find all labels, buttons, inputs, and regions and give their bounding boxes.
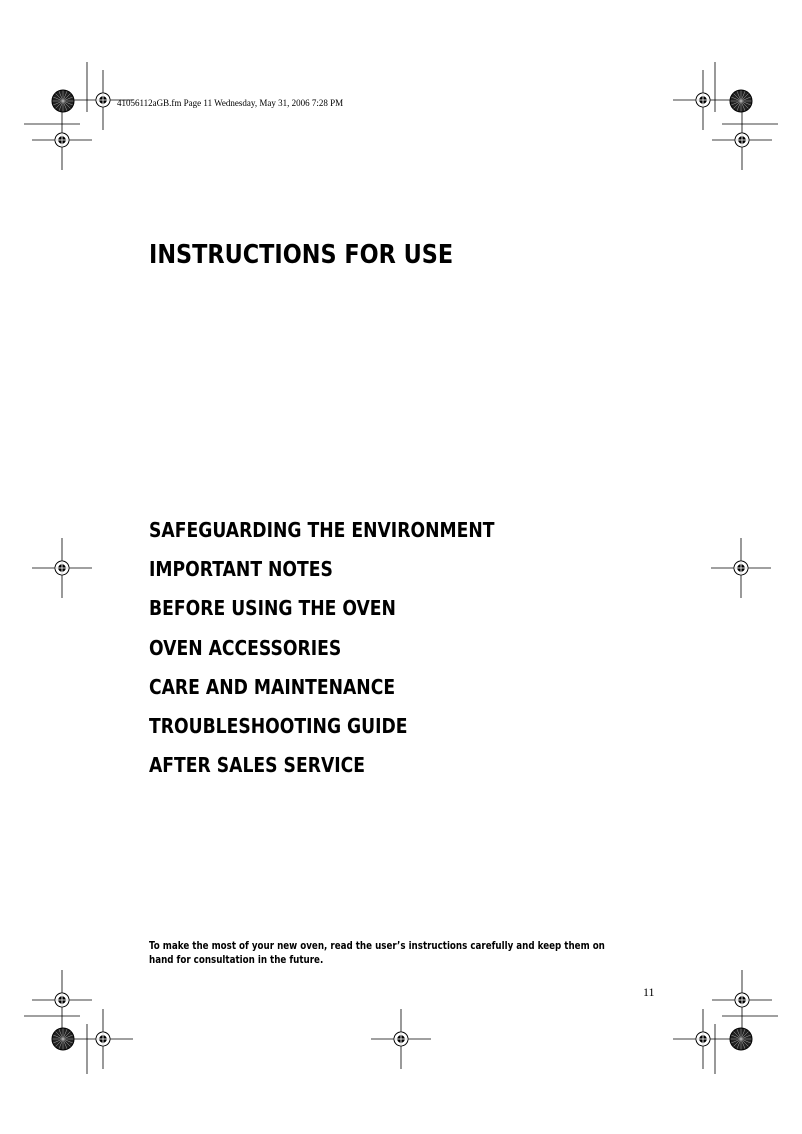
registration-target-icon [371, 1009, 431, 1069]
toc-item-oven-accessories: OVEN ACCESSORIES [149, 635, 342, 660]
page-number: 11 [643, 985, 655, 999]
registration-target-icon [32, 110, 92, 170]
registration-target-icon [673, 70, 733, 130]
registration-target-icon [32, 538, 92, 598]
table-of-contents [149, 515, 551, 789]
page-title: INSTRUCTIONS FOR USE [149, 240, 454, 270]
registration-target-icon [712, 970, 772, 1030]
toc-item-before-using-oven: BEFORE USING THE OVEN [149, 596, 396, 621]
print-color-wheel-icon [730, 1028, 752, 1050]
toc-item-safeguarding-environment: SAFEGUARDING THE ENVIRONMENT [149, 518, 495, 542]
registration-target-icon [73, 1009, 133, 1069]
registration-target-icon [673, 1009, 733, 1069]
print-color-wheel-icon [730, 90, 752, 112]
toc-item-care-maintenance: CARE AND MAINTENANCE [149, 674, 396, 699]
registration-target-icon [711, 538, 771, 598]
toc-item-after-sales-service: AFTER SALES SERVICE [149, 753, 366, 778]
toc-item-important-notes: IMPORTANT NOTES [149, 557, 333, 582]
print-color-wheel-icon [52, 90, 74, 112]
registration-target-icon [712, 110, 772, 170]
usage-note: To make the most of your new oven, read the user’s instructions carefully and keep them on hand for consultation in the future. [149, 940, 605, 966]
print-slug-header: 41056112aGB.fm Page 11 Wednesday, May 31, 2006 7:28 PM [117, 98, 344, 108]
registration-target-icon [32, 970, 92, 1030]
toc-item-troubleshooting-guide: TROUBLESHOOTING GUIDE [149, 713, 408, 738]
print-color-wheel-icon [52, 1028, 74, 1050]
